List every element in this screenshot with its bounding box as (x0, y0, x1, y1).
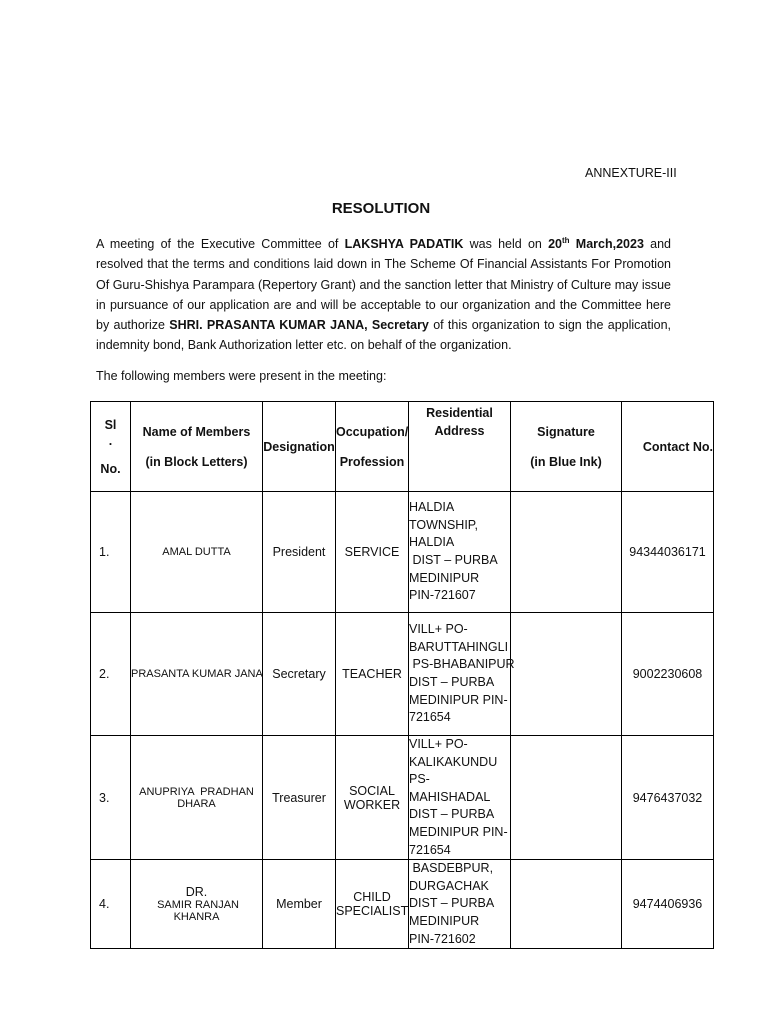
address-line: DIST – PURBA (409, 553, 498, 567)
address-line: MEDINIPUR (409, 913, 480, 928)
address-line: 721654 (409, 710, 451, 725)
row-signature (511, 860, 622, 949)
address-line: MEDINIPUR (409, 570, 480, 585)
row-occupation: SERVICE (336, 492, 409, 613)
meeting-date (548, 237, 644, 251)
address-line: MEDINIPUR PIN- (409, 692, 508, 707)
address-line: DIST – PURBA (409, 807, 495, 822)
header-contact: Contact No. (622, 402, 714, 492)
row-sl: 2. (91, 613, 131, 736)
row-signature (511, 613, 622, 736)
row-designation: Member (263, 860, 336, 949)
address-line: BARUTTAHINGLI (409, 639, 509, 654)
table-row (91, 492, 714, 613)
address-line: DURGACHAK (409, 878, 489, 893)
occupation-line2: SPECIALIST (336, 904, 409, 919)
row-contact: 9002230608 (622, 613, 714, 736)
row-contact: 94344036171 (622, 492, 714, 613)
row-member-name (131, 736, 263, 860)
address-line: PS- MAHISHADAL (409, 772, 491, 804)
row-occupation (336, 860, 409, 949)
header-sl-line2: . (108, 433, 113, 448)
meeting-day-suffix: th (562, 235, 570, 245)
row-contact: 9474406936 (622, 860, 714, 949)
row-signature (511, 736, 622, 860)
para-text-2: was held on (463, 237, 549, 251)
header-occ-line2: Profession (339, 454, 405, 469)
row-member-name: PRASANTA KUMAR JANA (131, 613, 263, 736)
address-line: TOWNSHIP, (409, 517, 478, 532)
occupation-line1: CHILD (353, 890, 391, 905)
row-sl: 1. (91, 492, 131, 613)
authorized-person: SHRI. PRASANTA KUMAR JANA, Secretary (169, 318, 429, 333)
address-line: DIST – PURBA (409, 675, 495, 689)
header-address (409, 402, 511, 492)
organization-name: LAKSHYA PADATIK (344, 237, 464, 251)
para-text-3: and resolved that the terms and conditions laid down in The Scheme Of Financial Assistants For Promotion Of Guru-Shishya Parampara (Repertory Grant) and the sanction letter that Ministry of Culture may issue in pursuance of our application are and will be acceptable to our organization and the Committee here by authorize (96, 237, 671, 333)
occupation-line1: SOCIAL (349, 783, 395, 798)
row-designation: Secretary (263, 613, 336, 736)
header-occupation (336, 402, 409, 492)
header-sig-line2: (in Blue Ink) (530, 454, 602, 469)
para-text-4: of this organization to sign the application, indemnity bond, Bank Authorization letter etc. on behalf of the organization. (96, 318, 671, 353)
header-sl-no (91, 402, 131, 492)
header-name-line1: Name of Members (142, 424, 251, 439)
header-member-name (131, 402, 263, 492)
header-sl-line3: No. (100, 461, 121, 476)
address-line: PIN-721602 (409, 931, 476, 946)
address-line: HALDIA (409, 500, 455, 515)
header-addr-line2: Address (434, 424, 485, 438)
members-table (90, 401, 714, 949)
header-name-line2: (in Block Letters) (145, 454, 248, 469)
row-address (409, 736, 511, 860)
header-occ-line1: Occupation/ (336, 424, 409, 439)
meeting-month-year: March,2023 (569, 237, 644, 251)
row-occupation: TEACHER (336, 613, 409, 736)
member-title: DR. (185, 885, 208, 900)
address-line: KALIKAKUNDU (409, 754, 498, 769)
row-occupation (336, 736, 409, 860)
row-address (409, 860, 511, 949)
row-sl: 3. (91, 736, 131, 860)
address-line: DIST – PURBA (409, 896, 495, 911)
member-name-part: SAMIR RANJAN (154, 899, 239, 912)
row-address (409, 613, 515, 736)
address-line: MEDINIPUR PIN- (409, 824, 508, 839)
member-name-line1: ANUPRIYA PRADHAN (139, 785, 254, 798)
row-signature (511, 492, 622, 613)
row-contact: 9476437032 (622, 736, 714, 860)
row-address (409, 492, 511, 613)
header-sl-line1: Sl (104, 417, 117, 432)
address-line: VILL+ PO- (409, 622, 468, 637)
header-signature (511, 402, 622, 492)
table-row (91, 860, 714, 949)
member-name-line1 (131, 885, 262, 911)
table-row (91, 613, 714, 736)
header-addr-line1: Residential (426, 406, 493, 420)
resolution-paragraph (96, 234, 671, 356)
para-text-1: A meeting of the Executive Committee of (96, 237, 345, 251)
row-designation: Treasurer (263, 736, 336, 860)
header-designation: Designation (263, 402, 336, 492)
annexure-label: ANNEXTURE-III (585, 166, 677, 180)
row-designation: President (263, 492, 336, 613)
header-sig-line1: Signature (537, 424, 595, 439)
table-row (91, 736, 714, 860)
table-header-row (91, 402, 714, 492)
row-sl: 4. (91, 860, 131, 949)
address-line: PS-BHABANIPUR (409, 657, 515, 672)
address-line: HALDIA (409, 535, 455, 550)
address-line: BASDEBPUR, (409, 861, 494, 876)
address-line: VILL+ PO- (409, 737, 468, 751)
row-member-name: AMAL DUTTA (131, 492, 263, 613)
meeting-day: 20 (548, 237, 562, 251)
member-name-line2: DHARA (177, 797, 216, 810)
row-member-name (131, 860, 263, 949)
members-present-text: The following members were present in the meeting: (96, 369, 387, 383)
address-line: 721654 (409, 842, 451, 857)
member-name-line2: KHANRA (173, 911, 220, 924)
document-title: RESOLUTION (331, 200, 431, 217)
address-line: PIN-721607 (409, 588, 476, 603)
occupation-line2: WORKER (343, 797, 401, 812)
